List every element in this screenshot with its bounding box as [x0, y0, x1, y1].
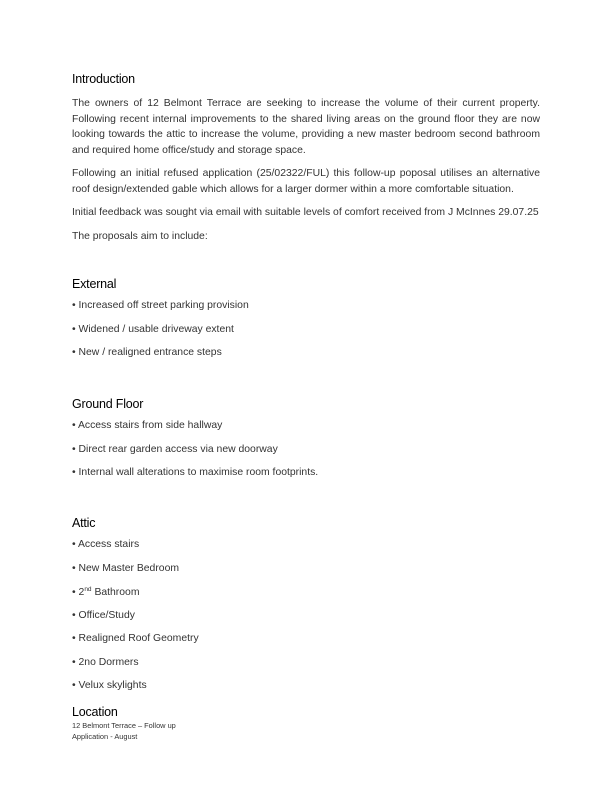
- ground-floor-item: • Direct rear garden access via new doorway: [72, 444, 278, 455]
- ground-floor-item: • Access stairs from side hallway: [72, 420, 223, 431]
- location-heading: Location: [72, 705, 118, 719]
- intro-paragraph-1: The owners of 12 Belmont Terrace are seeking to increase the volume of their current property. Following recent internal improvements to the shared living areas on the ground floor they are now looking towards the attic to increase the volume, providing a new master bedroom second bathroom and required home office/study and storage space.: [72, 98, 540, 157]
- attic-item: • Realigned Roof Geometry: [72, 633, 199, 644]
- attic-item: • Velux skylights: [72, 680, 147, 691]
- attic-bathroom-superscript: nd: [84, 586, 92, 593]
- page-footer: 12 Belmont Terrace – Follow up Application - August: [72, 721, 176, 741]
- external-item: • New / realigned entrance steps: [72, 347, 222, 358]
- external-item: • Widened / usable driveway extent: [72, 324, 234, 335]
- external-heading: External: [72, 277, 117, 291]
- intro-paragraph-4: The proposals aim to include:: [72, 231, 208, 242]
- attic-item: • New Master Bedroom: [72, 563, 180, 574]
- intro-paragraph-2: Following an initial refused application (25/02322/FUL) this follow-up poposal utilises an alternative roof design/extended gable which allows for a larger dormer within a more comfortable situation.: [72, 168, 540, 195]
- ground-floor-heading: Ground Floor: [72, 397, 144, 411]
- attic-item: • Access stairs: [72, 539, 140, 550]
- introduction-heading: Introduction: [72, 72, 135, 86]
- attic-bathroom-prefix: • 2: [72, 587, 85, 598]
- attic-bathroom-label: Bathroom: [94, 587, 140, 598]
- attic-item: • Office/Study: [72, 610, 135, 621]
- attic-item-bathroom: [72, 586, 140, 598]
- intro-paragraph-3: Initial feedback was sought via email with suitable levels of comfort received from J McInnes 29.07.25: [72, 207, 539, 218]
- external-item: • Increased off street parking provision: [72, 300, 249, 311]
- attic-item: • 2no Dormers: [72, 657, 139, 668]
- ground-floor-item: • Internal wall alterations to maximise room footprints.: [72, 467, 319, 478]
- attic-heading: Attic: [72, 516, 96, 530]
